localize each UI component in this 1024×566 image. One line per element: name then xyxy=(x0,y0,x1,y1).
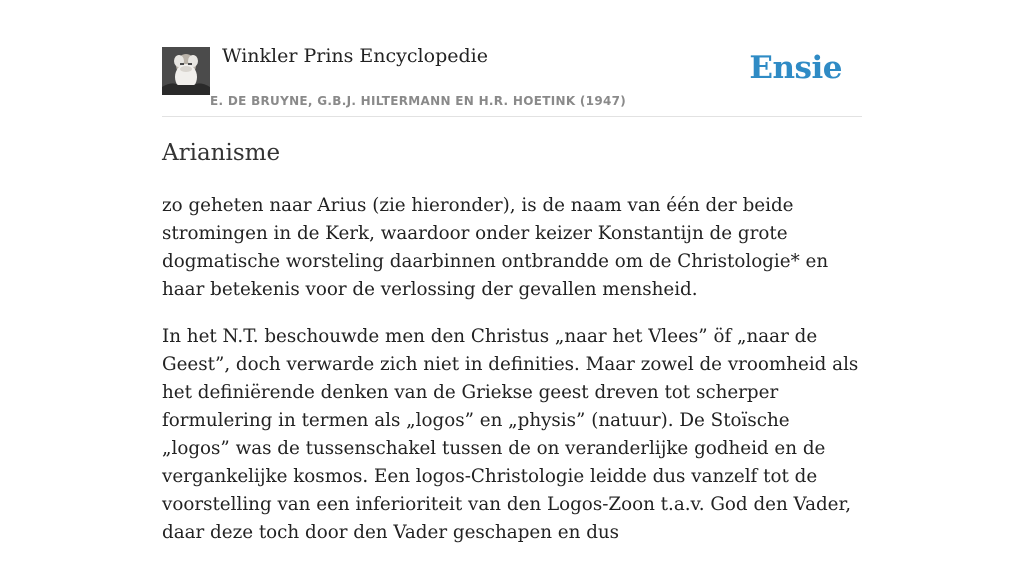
site-title[interactable]: Winkler Prins Encyclopedie xyxy=(222,45,488,67)
page-container xyxy=(162,0,862,543)
article-paragraph: In het N.T. beschouwde men den Christus „naar het Vlees” öf „naar de Geest”, doch verwarde zich niet in definities. Maar zowel de vroomheid als het definiërende denken van de Griekse geest dreven tot scherper formulering in termen als „logos” en „physis” (natuur). De Stoïsche „logos” was de tussenschakel tussen de on veranderlijke godheid en de vergankelijke kosmos. Een logos-Christologie leidde dus vanzelf tot de voorstelling van een inferioriteit van den Logos-Zoon t.a.v. God den Vader, daar deze toch door den Vader geschapen en dus xyxy=(162,326,859,543)
site-header xyxy=(162,0,862,117)
ensie-logo-link[interactable]: Ensie xyxy=(749,50,842,86)
article-paragraph: zo geheten naar Arius (zie hieronder), is de naam van één der beide stromingen in de Kerk, waardoor onder keizer Konstantijn de grote dogmatische worsteling daarbinnen ontbrandde om de Christologie* en haar betekenis voor de verlossing der gevallen mensheid. xyxy=(162,195,829,300)
author-avatar-icon[interactable] xyxy=(162,47,210,95)
article-body xyxy=(162,192,862,566)
article-title: Arianisme xyxy=(162,140,281,166)
authors-byline: E. DE BRUYNE, G.B.J. HILTERMANN EN H.R. HOETINK (1947) xyxy=(210,94,627,108)
